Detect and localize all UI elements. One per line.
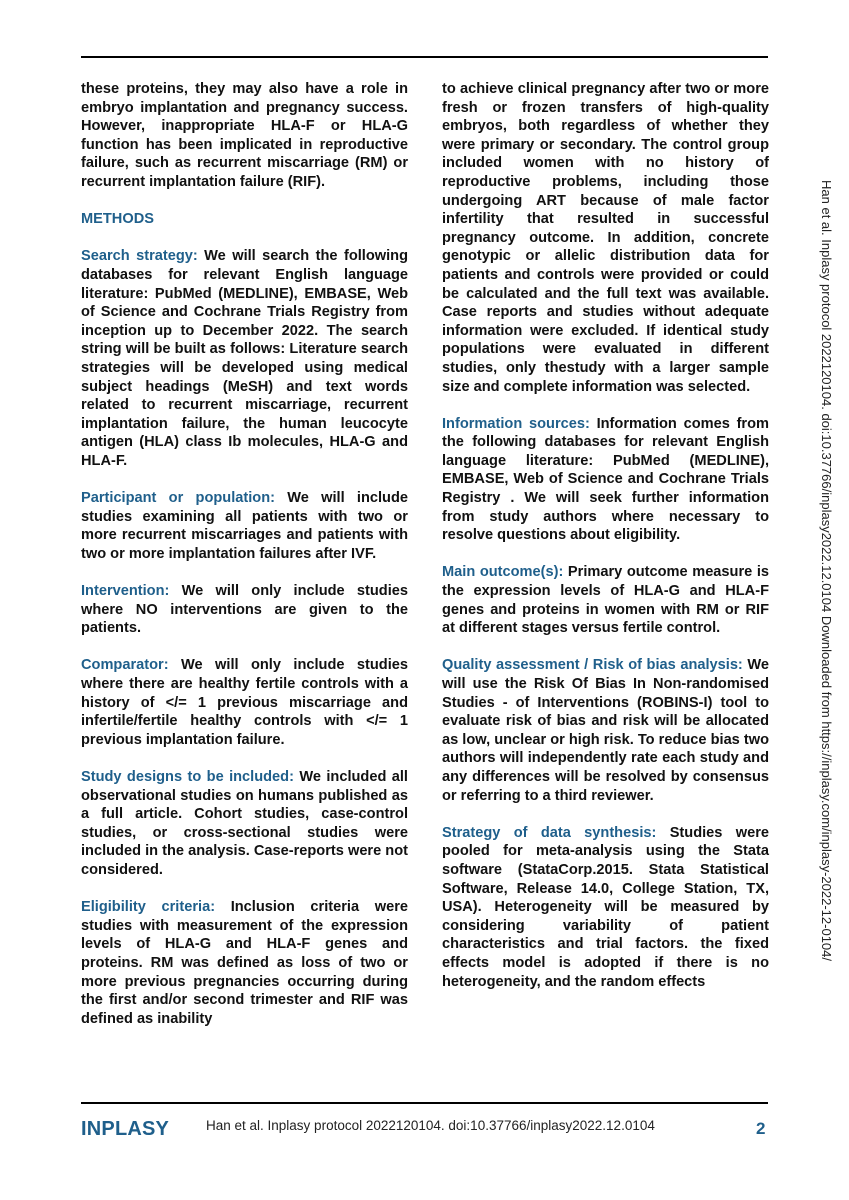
quality-assessment-paragraph — [442, 656, 769, 805]
participant-paragraph — [81, 489, 408, 563]
data-synthesis-text: Studies were pooled for meta-analysis using the Stata software (StataCorp.2015. Stata Statistical Software, Release 14.0, College Station, TX, USA). Heterogeneity will be measured by considering variability of patient characteristics and trial factors. the fixed effects model is adopted if there is no heterogeneity, and the random effects — [442, 824, 769, 990]
eligibility-text: Inclusion criteria were studies with measurement of the expression levels of HLA-G and HLA-F genes and proteins. RM was defined as loss of two or more previous pregnancies occurring during the first and/or second trimester and RIF was defined as inability — [81, 899, 408, 1027]
left-column — [81, 80, 408, 1028]
comparator-text: We will only include studies where there are healthy fertile controls with a history of </= 1 previous miscarriage and infertile/fertile healthy controls with </= 1 previous implantation failure. — [81, 657, 408, 748]
eligibility-continued-paragraph: to achieve clinical pregnancy after two or more fresh or frozen transfers of high-quality embryos, both regardless of whether they were primary or secondary. The control group included women with no history of reproductive problems, including those undergoing ART because of male factor infertility that resulted in successful pregnancy outcome. In addition, concrete genotypic or allelic distribution data for patients and controls were provided or could be calculated and the full text was available. Case reports and studies without adequate information were excluded. If identical study populations were evaluated in different studies, only thestudy with a larger sample size and complete information was selected. — [442, 81, 769, 395]
page-number: 2 — [756, 1119, 766, 1138]
information-sources-text: Information comes from the following databases for relevant English language literature: PubMed (MEDLINE), EMBASE, Web of Science and Cochrane Trials Registry . We will seek further information from study authors where necessary to resolve questions about eligibility. — [442, 415, 769, 544]
main-outcomes-paragraph — [442, 563, 769, 637]
study-designs-paragraph — [81, 768, 408, 880]
quality-assessment-label: Quality assessment / Risk of bias analysis: — [442, 657, 743, 674]
top-rule — [81, 56, 768, 58]
side-download-note[interactable]: Han et al. Inplasy protocol 2022120104. doi:10.37766/inplasy2022.12.0104 Downloaded from https://inplasy.com/inplasy-2022-12-0104/ — [819, 180, 834, 962]
main-outcomes-text: Primary outcome measure is the expression levels of HLA-G and HLA-F genes and proteins in women with RM or RIF at different stages versus fertile control. — [442, 564, 769, 637]
intervention-text: We will only include studies where NO interventions are given to the patients. — [81, 583, 408, 637]
participant-label: Participant or population: — [81, 490, 275, 507]
right-column — [442, 80, 769, 991]
information-sources-label: Information sources: — [442, 415, 590, 432]
search-strategy-paragraph — [81, 247, 408, 470]
eligibility-label: Eligibility criteria: — [81, 899, 216, 916]
data-synthesis-label: Strategy of data synthesis: — [442, 824, 657, 841]
search-strategy-label: Search strategy: — [81, 248, 198, 265]
intervention-paragraph — [81, 582, 408, 638]
participant-text: We will include studies examining all patients with two or more recurrent miscarriages and patients with two or more implantation failures after IVF. — [81, 490, 408, 562]
information-sources-paragraph — [442, 415, 769, 545]
comparator-label: Comparator: — [81, 657, 169, 674]
main-outcomes-label: Main outcome(s): — [442, 564, 564, 581]
quality-assessment-text: We will use the Risk Of Bias In Non-randomised Studies - of Interventions (ROBINS-I) tool to evaluate risk of bias and risk will be allocated as low, unclear or high risk. To reduce bias two authors will independently rate each study and any differences will be resolved by consensus or referring to a third reviewer. — [442, 657, 769, 804]
footer-brand-logo: INPLASY — [81, 1118, 170, 1140]
study-designs-label: Study designs to be included: — [81, 768, 294, 785]
data-synthesis-paragraph — [442, 824, 769, 991]
study-designs-text: We included all observational studies on humans published as a full article. Cohort studies, case-control studies, or cross-sectional studies were included in the analysis. Case-reports were not considered. — [81, 768, 408, 878]
methods-heading: METHODS — [81, 211, 154, 228]
comparator-paragraph — [81, 656, 408, 749]
search-strategy-text: We will search the following databases for relevant English language literature: PubMed (MEDLINE), EMBASE, Web of Science and Cochrane Trials Registry from inception up to December 2022. The search string will be built as follows: Literature search strategies will be developed using medical subject headings (MeSH) and text words related to recurrent miscarriage, recurrent implantation failure, the human leucocyte antigen (HLA) class Ib molecules, HLA-G and HLA-F. — [81, 248, 408, 469]
eligibility-paragraph — [81, 898, 408, 1028]
intro-paragraph: these proteins, they may also have a role in embryo implantation and pregnancy success. However, inappropriate HLA-F or HLA-G function has been implicated in reproductive failure, such as recurrent miscarriage (RM) or recurrent implantation failure (RIF). — [81, 81, 408, 190]
footer-citation: Han et al. Inplasy protocol 2022120104. doi:10.37766/inplasy2022.12.0104 — [206, 1118, 655, 1133]
intervention-label: Intervention: — [81, 583, 170, 600]
bottom-rule — [81, 1102, 768, 1104]
